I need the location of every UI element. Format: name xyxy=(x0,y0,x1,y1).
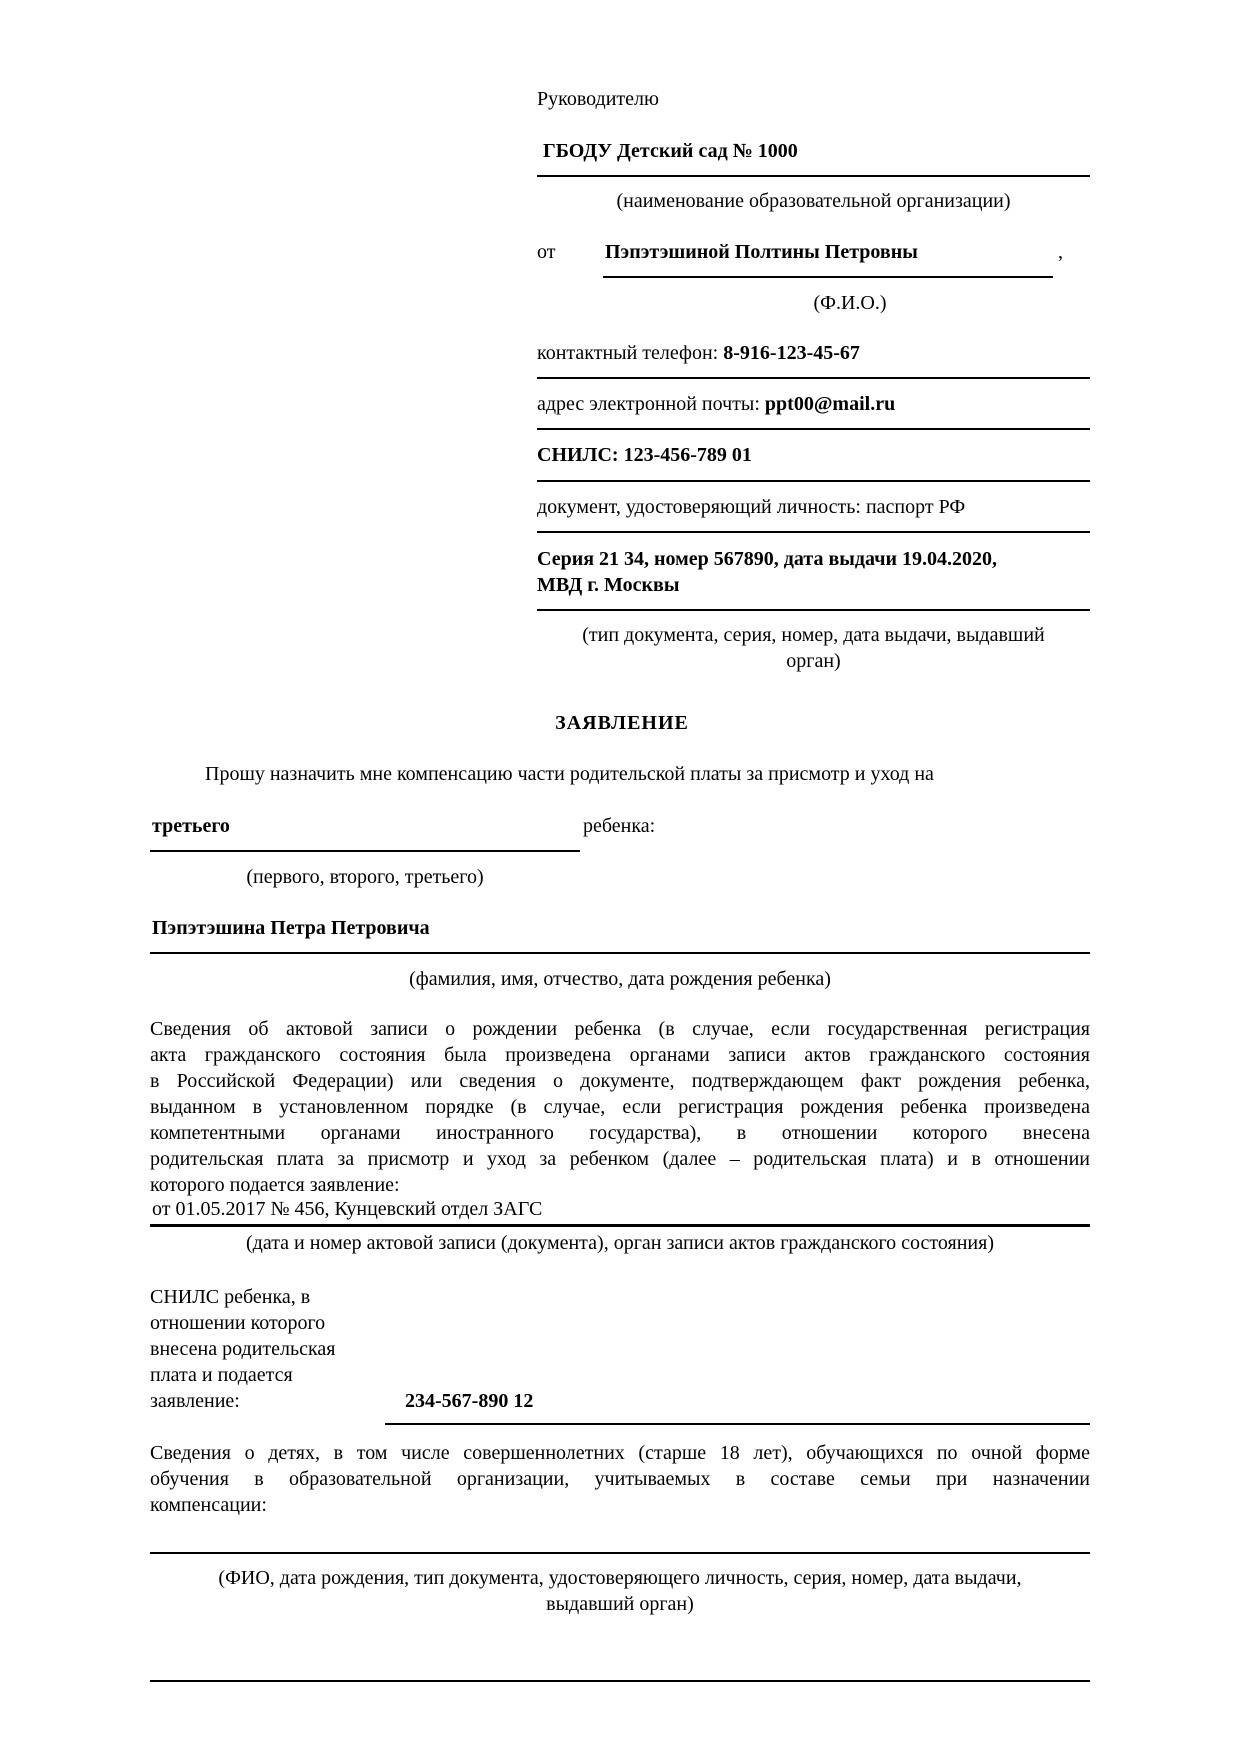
child-snils-label-line: заявление: xyxy=(150,1390,240,1412)
birth-info-paragraph xyxy=(150,1016,1090,1198)
child-snils-label xyxy=(150,1284,380,1414)
child-name: Пэпэтэшина Петра Петровича xyxy=(152,917,430,939)
doc-label: документ, удостоверяющий личность: паспорт РФ xyxy=(537,496,966,518)
email-row xyxy=(537,393,895,416)
child-snils-label-line: СНИЛС ребенка, в xyxy=(150,1286,311,1308)
birth-info-line: родительская плата за присмотр и уход за ребенком (далее – родительская плата) и в отношении xyxy=(150,1148,1090,1170)
children-caption-line-2: выдавший орган) xyxy=(546,1593,694,1615)
child-snils-value: 234-567-890 12 xyxy=(405,1390,534,1412)
to-label: Руководителю xyxy=(537,88,659,110)
birth-info-line: выданном в установленном порядке (в случае, если регистрация рождения ребенка произведена xyxy=(150,1096,1090,1118)
birth-info-line: акта гражданского состояния была произведена органами записи актов гражданского состояния xyxy=(150,1044,1090,1066)
email-underline xyxy=(537,428,1090,430)
children-info-underline xyxy=(150,1552,1090,1554)
snils-line: СНИЛС: 123-456-789 01 xyxy=(537,444,752,466)
signature-underline xyxy=(150,1680,1090,1682)
doc-value-line-1: Серия 21 34, номер 567890, дата выдачи 19.04.2020, xyxy=(537,548,997,570)
child-name-underline xyxy=(150,952,1090,954)
doc-caption-line-2: орган) xyxy=(786,650,841,672)
birth-info-line: в Российской Федерации) или сведения о документе, подтверждающем факт рождения ребенка, xyxy=(150,1070,1090,1092)
applicant-name: Пэпэтэшиной Полтины Петровны xyxy=(605,241,918,263)
document-title: ЗАЯВЛЕНИЕ xyxy=(555,712,689,734)
children-info-paragraph xyxy=(150,1440,1090,1518)
child-order-suffix: ребенка: xyxy=(583,815,656,837)
children-caption-line-1: (ФИО, дата рождения, тип документа, удостоверяющего личность, серия, номер, дата выдачи, xyxy=(218,1567,1022,1589)
snils-underline xyxy=(537,480,1090,482)
birth-info-line: которого подается заявление: xyxy=(150,1174,400,1196)
children-info-line: компенсации: xyxy=(150,1494,267,1516)
order-caption: (первого, второго, третьего) xyxy=(246,866,484,888)
children-info-line: Сведения о детях, в том числе совершеннолетних (старше 18 лет), обучающихся по очной форме xyxy=(150,1442,1090,1464)
child-snils-underline xyxy=(385,1423,1090,1425)
doc-caption-line-1: (тип документа, серия, номер, дата выдачи, выдавший xyxy=(582,624,1045,646)
from-label: от xyxy=(537,241,556,263)
birth-record-underline xyxy=(150,1224,1090,1227)
child-snils-label-line: внесена родительская xyxy=(150,1338,336,1360)
doc-value-underline xyxy=(537,609,1090,611)
org-name-underline xyxy=(537,175,1090,177)
org-caption: (наименование образовательной организации) xyxy=(616,190,1011,212)
doc-label-underline xyxy=(537,531,1090,533)
org-name: ГБОДУ Детский сад № 1000 xyxy=(543,140,798,162)
email-label: адрес электронной почты: xyxy=(537,393,760,415)
birth-info-line: Сведения об актовой записи о рождении ребенка (в случае, если государственная регистрация xyxy=(150,1018,1090,1040)
birth-record-caption: (дата и номер актовой записи (документа), орган записи актов гражданского состояния) xyxy=(246,1232,994,1254)
child-order-underline xyxy=(150,850,580,852)
phone-label: контактный телефон: xyxy=(537,342,719,364)
applicant-underline xyxy=(603,276,1053,278)
child-snils-label-line: отношении которого xyxy=(150,1312,326,1334)
phone-underline xyxy=(537,377,1090,379)
birth-record: от 01.05.2017 № 456, Кунцевский отдел ЗАГС xyxy=(152,1198,543,1220)
children-info-line: обучения в образовательной организации, учитываемых в составе семьи при назначении xyxy=(150,1468,1090,1490)
applicant-comma: , xyxy=(1058,241,1063,263)
birth-info-line: компетентными органами иностранного государства), в отношении которого внесена xyxy=(150,1122,1090,1144)
child-snils-label-line: плата и подается xyxy=(150,1364,293,1386)
email-value: ppt00@mail.ru xyxy=(764,393,896,415)
phone-value: 8-916-123-45-67 xyxy=(723,342,860,364)
fio-caption: (Ф.И.О.) xyxy=(813,292,887,314)
child-caption: (фамилия, имя, отчество, дата рождения ребенка) xyxy=(409,968,831,990)
request-text: Прошу назначить мне компенсацию части родительской платы за присмотр и уход на xyxy=(205,763,934,785)
phone-row xyxy=(537,342,860,365)
child-order: третьего xyxy=(152,815,230,837)
doc-value-line-2: МВД г. Москвы xyxy=(537,574,680,596)
